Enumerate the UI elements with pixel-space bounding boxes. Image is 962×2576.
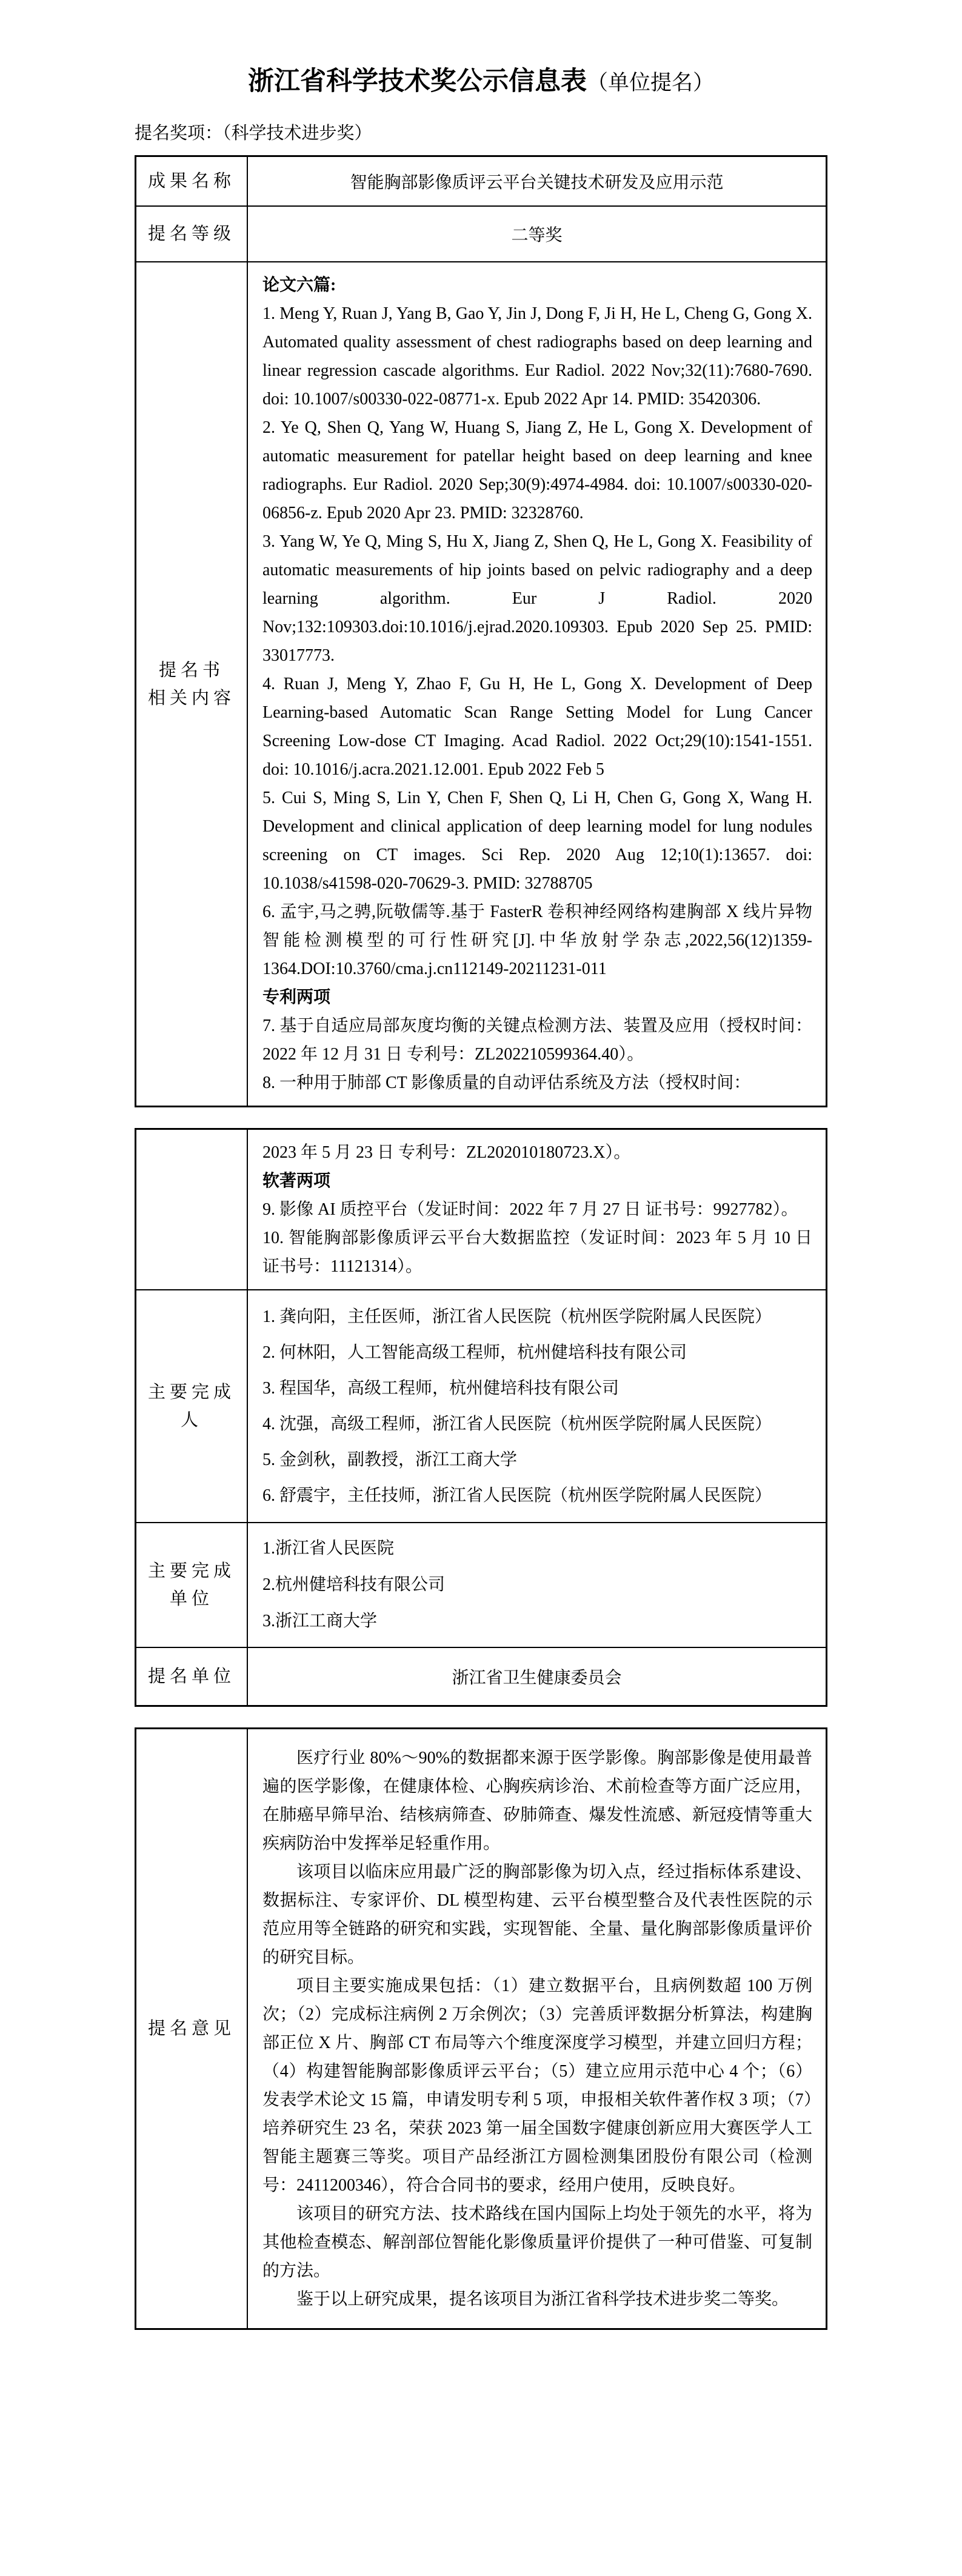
software-item: 9. 影像 AI 质控平台（发证时间：2022 年 7 月 27 日 证书号：9927782）。	[262, 1200, 798, 1219]
opinion-table	[135, 1727, 827, 2330]
main-units-row	[136, 1523, 827, 1647]
opinion-paragraph: 项目主要实施成果包括：（1）建立数据平台，且病例数超 100 万例次；（2）完成标注病例 2 万余例次；（3）完善质评数据分析算法，构建胸部正位 X 片、胸部 CT 布局等六个维度深度学习模型，并建立回归方程；（4）构建智能胸部影像质评云平台；（5）建立应用示范中心 4 个；（6）发表学术论文 15 篇，申请发明专利 5 项，申报相关软件著作权 3 项；（7）培养研究生 23 名，荣获 2023 第一届全国数字健康创新应用大赛医学人工智能主题赛三等奖。项目产品经浙江方圆检测集团股份有限公司（检测号：2411200346），符合合同书的要求，经用户使用，反映良好。	[262, 1977, 812, 2195]
related-content-row	[136, 262, 827, 1107]
main-completers-value	[247, 1290, 827, 1523]
unit-item: 3.浙江工商大学	[262, 1612, 378, 1630]
paper-item: 6. 孟宇,马之骋,阮敬儒等.基于 FasterR 卷积神经网络构建胸部 X 线片异物智能检测模型的可行性研究[J].中华放射学杂志,2022,56(12)1359-1364.DOI:10.3760/cma.j.cn112149-20211231-011	[262, 903, 812, 978]
grade-row	[136, 206, 827, 262]
result-name-value: 智能胸部影像质评云平台关键技术研发及应用示范	[247, 156, 827, 207]
unit-item: 2.杭州健培科技有限公司	[262, 1575, 446, 1594]
title-paren: （单位提名）	[586, 71, 714, 95]
software-header: 软著两项	[262, 1172, 331, 1190]
patent-item-continuation: 2023 年 5 月 23 日 专利号：ZL202010180723.X）。	[262, 1143, 631, 1162]
main-completers-label-line1: 主要完成	[147, 1383, 235, 1402]
main-completers-row	[136, 1290, 827, 1523]
nominator-row	[136, 1647, 827, 1706]
document-page	[135, 0, 827, 2330]
nominator-value: 浙江省卫生健康委员会	[247, 1647, 827, 1706]
opinion-paragraph: 该项目的研究方法、技术路线在国内国际上均处于领先的水平，将为其他检查模态、解剖部位智能化影像质量评价提供了一种可借鉴、可复制的方法。	[262, 2204, 812, 2280]
patent-continuation-row	[136, 1129, 827, 1290]
main-info-table	[135, 155, 827, 1107]
table-gap	[135, 1707, 827, 1727]
related-content-value	[247, 262, 827, 1107]
main-completers-label	[136, 1290, 248, 1523]
completer-item: 2. 何林阳，人工智能高级工程师，杭州健培科技有限公司	[262, 1343, 687, 1362]
papers-header: 论文六篇:	[262, 276, 336, 295]
paper-item: 1. Meng Y, Ruan J, Yang B, Gao Y, Jin J, Dong F, Ji H, He L, Cheng G, Gong X. Automated quality assessment of chest radiographs based on deep learning and linear regression cascade algorithms. Eur Radiol. 2022 Nov;32(11):7680-7690. doi: 10.1007/s00330-022-08771-x. Epub 2022 Apr 14. PMID: 35420306.	[262, 304, 812, 409]
opinion-label: 提名意见	[136, 1729, 248, 2329]
patents-header: 专利两项	[262, 988, 331, 1007]
paper-item: 3. Yang W, Ye Q, Ming S, Hu X, Jiang Z, Shen Q, He L, Gong X. Feasibility of automatic measurements of hip joints based on pelvic radiography and a deep learning algorithm. Eur J Radiol. 2020 Nov;132:109303.doi:10.1016/j.ejrad.2020.109303. Epub 2020 Sep 25. PMID: 33017773.	[262, 532, 812, 665]
title-main: 浙江省科学技术奖公示信息表	[247, 67, 587, 96]
completer-item: 4. 沈强，高级工程师，浙江省人民医院（杭州医学院附属人民医院）	[262, 1415, 772, 1433]
completer-item: 6. 舒震宇，主任技师，浙江省人民医院（杭州医学院附属人民医院）	[262, 1486, 772, 1505]
award-category-line: 提名奖项：（科学技术进步奖）	[135, 124, 372, 143]
completers-table	[135, 1128, 827, 1707]
opinion-paragraph: 该项目以临床应用最广泛的胸部影像为切入点，经过指标体系建设、数据标注、专家评价、DL 模型构建、云平台模型整合及代表性医院的示范应用等全链路的研究和实践，实现智能、全量、量化胸部影像质量评价的研究目标。	[262, 1863, 812, 1967]
patent-continuation-value	[247, 1129, 827, 1290]
main-units-label-line2: 单位	[169, 1589, 213, 1609]
opinion-row	[136, 1729, 827, 2329]
main-units-label-line1: 主要完成	[147, 1561, 235, 1581]
empty-label-cell	[136, 1129, 248, 1290]
paper-item: 5. Cui S, Ming S, Lin Y, Chen F, Shen Q, Li H, Chen G, Gong X, Wang H. Development and clinical application of deep learning model for lung nodules screening on CT images. Sci Rep. 2020 Aug 12;10(1):13657. doi: 10.1038/s41598-020-70629-3. PMID: 32788705	[262, 789, 812, 893]
patent-item: 7. 基于自适应局部灰度均衡的关键点检测方法、装置及应用（授权时间：2022 年 12 月 31 日 专利号：ZL202210599364.40）。	[262, 1016, 812, 1064]
related-content-label	[136, 262, 248, 1107]
result-name-row	[136, 156, 827, 207]
opinion-value	[247, 1729, 827, 2329]
main-completers-label-line2: 人	[180, 1410, 202, 1430]
completer-item: 3. 程国华，高级工程师，杭州健培科技有限公司	[262, 1379, 620, 1398]
unit-item: 1.浙江省人民医院	[262, 1539, 395, 1558]
completer-item: 5. 金剑秋，副教授，浙江工商大学	[262, 1450, 518, 1469]
paper-item: 2. Ye Q, Shen Q, Yang W, Huang S, Jiang Z, He L, Gong X. Development of automatic measurement for patellar height based on deep learning and knee radiographs. Eur Radiol. 2020 Sep;30(9):4974-4984. doi: 10.1007/s00330-020-06856-z. Epub 2020 Apr 23. PMID: 32328760.	[262, 418, 812, 522]
software-item: 10. 智能胸部影像质评云平台大数据监控（发证时间：2023 年 5 月 10 日 证书号：11121314）。	[262, 1229, 812, 1276]
nominator-label: 提名单位	[136, 1647, 248, 1706]
related-content-label-line1: 提名书	[158, 660, 224, 680]
patent-item-truncated: 8. 一种用于肺部 CT 影像质量的自动评估系统及方法（授权时间：	[262, 1073, 751, 1092]
grade-value: 二等奖	[247, 206, 827, 262]
result-name-label: 成果名称	[136, 156, 248, 207]
completer-item: 1. 龚向阳，主任医师，浙江省人民医院（杭州医学院附属人民医院）	[262, 1307, 772, 1326]
main-units-label	[136, 1523, 248, 1647]
paper-item: 4. Ruan J, Meng Y, Zhao F, Gu H, He L, Gong X. Development of Deep Learning-based Automatic Scan Range Setting Model for Lung Cancer Screening Low-dose CT Imaging. Acad Radiol. 2022 Oct;29(10):1541-1551. doi: 10.1016/j.acra.2021.12.001. Epub 2022 Feb 5	[262, 675, 812, 779]
grade-label: 提名等级	[136, 206, 248, 262]
opinion-paragraph: 医疗行业 80%～90%的数据都来源于医学影像。胸部影像是使用最普遍的医学影像，在健康体检、心胸疾病诊治、术前检查等方面广泛应用，在肺癌早筛早治、结核病筛查、矽肺筛查、爆发性流感、新冠疫情等重大疾病防治中发挥举足轻重作用。	[262, 1749, 812, 1853]
table-gap	[135, 1107, 827, 1128]
page-title	[135, 63, 827, 102]
opinion-paragraph: 鉴于以上研究成果，提名该项目为浙江省科学技术进步奖二等奖。	[296, 2290, 789, 2309]
related-content-label-line2: 相关内容	[147, 688, 235, 708]
main-units-value	[247, 1523, 827, 1647]
